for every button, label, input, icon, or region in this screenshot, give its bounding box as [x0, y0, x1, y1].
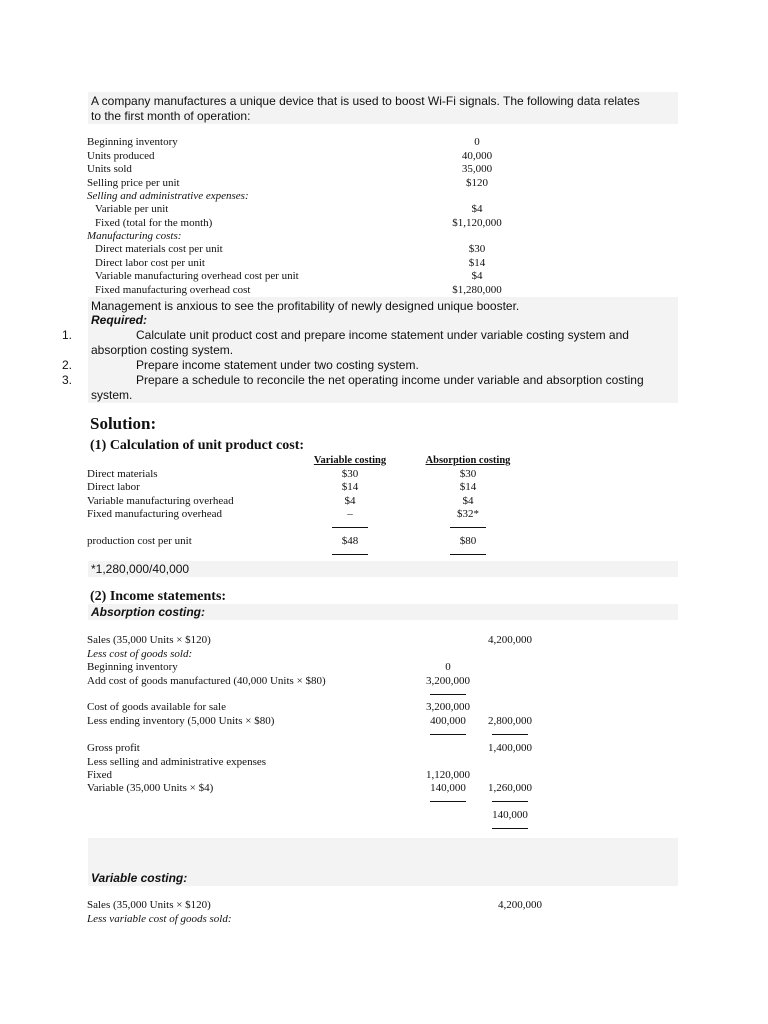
data-label-sga-fixed: Fixed (total for the month) — [95, 217, 213, 229]
abs-net-income: 140,000 — [492, 809, 528, 821]
unit-cost-heading: (1) Calculation of unit product cost: — [90, 438, 305, 453]
data-label-sga-variable: Variable per unit — [95, 203, 169, 215]
abs-cogm-amount: 3,200,000 — [426, 675, 470, 687]
abs-variable-label: Variable (35,000 Units × $4) — [87, 782, 214, 794]
rule-abs-cogs — [492, 734, 528, 735]
col-header-variable: Variable costing — [313, 455, 387, 466]
var-less-vcogs: Less variable cost of goods sold: — [87, 913, 232, 925]
solution-heading: Solution: — [90, 414, 157, 433]
required-num-3: 3. — [62, 373, 73, 387]
data-label-sga-heading: Selling and administrative expenses: — [87, 190, 249, 202]
intro-line-2: to the first month of operation: — [91, 109, 251, 123]
unit-cost-label-vmoh: Variable manufacturing overhead — [87, 495, 234, 507]
required-item-1-line-1: Calculate unit product cost and prepare income statement under variable costing system and — [136, 328, 629, 342]
required-item-2-line-1: Prepare income statement under two costing system. — [136, 358, 419, 372]
rule-var-total — [332, 554, 368, 555]
unit-cost-var-dl: $14 — [341, 481, 359, 493]
management-text: Management is anxious to see the profitability of newly designed unique booster. — [91, 299, 520, 313]
data-value-units-sold: 35,000 — [461, 163, 493, 175]
unit-cost-total-absorption: $80 — [459, 535, 477, 547]
required-item-1-line-2: absorption costing system. — [91, 343, 234, 357]
data-label-units-sold: Units sold — [87, 163, 132, 175]
data-label-mfg-heading: Manufacturing costs: — [87, 230, 182, 242]
rule-abs-total — [450, 554, 486, 555]
abs-available-amount: 3,200,000 — [426, 701, 470, 713]
data-value-fixed-moh: $1,280,000 — [452, 284, 502, 296]
abs-fixed-label: Fixed — [87, 769, 113, 781]
unit-cost-abs-dm: $30 — [459, 468, 477, 480]
required-item-3-line-1: Prepare a schedule to reconcile the net operating income under variable and absorption costing — [136, 373, 644, 387]
required-num-2: 2. — [62, 358, 73, 372]
abs-less-cogs: Less cost of goods sold: — [87, 648, 193, 660]
data-label-units-produced: Units produced — [87, 150, 155, 162]
data-label-fixed-moh: Fixed manufacturing overhead cost — [95, 284, 251, 296]
abs-fixed-amount: 1,120,000 — [426, 769, 470, 781]
unit-cost-label-fmoh: Fixed manufacturing overhead — [87, 508, 223, 520]
abs-variable-amount: 140,000 — [430, 782, 466, 794]
unit-cost-label-dl: Direct labor — [87, 481, 140, 493]
unit-cost-total-variable: $48 — [341, 535, 359, 547]
unit-cost-var-fmoh: – — [347, 508, 353, 520]
unit-cost-abs-dl: $14 — [459, 481, 477, 493]
income-heading: (2) Income statements: — [90, 589, 227, 604]
rule-abs-sga — [492, 801, 528, 802]
data-value-units-produced: 40,000 — [461, 150, 493, 162]
data-value-sga-fixed: $1,120,000 — [452, 217, 502, 229]
abs-less-sga: Less selling and administrative expenses — [87, 756, 267, 768]
abs-available-label: Cost of goods available for sale — [87, 701, 226, 713]
abs-ending-inv-amount: 400,000 — [430, 715, 466, 727]
rule-abs-net — [492, 828, 528, 829]
unit-cost-footnote: *1,280,000/40,000 — [91, 562, 190, 576]
intro-line-1: A company manufactures a unique device that is used to boost Wi-Fi signals. The following data relates — [91, 94, 640, 108]
unit-cost-label-dm: Direct materials — [87, 468, 158, 480]
required-heading: Required: — [91, 313, 148, 327]
data-value-variable-moh: $4 — [471, 270, 483, 282]
unit-cost-abs-vmoh: $4 — [462, 495, 474, 507]
unit-cost-var-dm: $30 — [341, 468, 359, 480]
abs-gross-profit-label: Gross profit — [87, 742, 140, 754]
required-item-3-line-2: system. — [91, 388, 133, 402]
abs-begin-inv-label: Beginning inventory — [87, 661, 178, 673]
rule-var-subtotal — [332, 527, 368, 528]
rule-abs-subtotal — [450, 527, 486, 528]
unit-cost-var-vmoh: $4 — [344, 495, 356, 507]
unit-cost-total-label: production cost per unit — [87, 535, 192, 547]
rule-abs-ending — [430, 734, 466, 735]
data-label-variable-moh: Variable manufacturing overhead cost per unit — [95, 270, 299, 282]
abs-sales-total: 4,200,000 — [488, 634, 532, 646]
abs-begin-inv-amount: 0 — [445, 661, 451, 673]
data-label-beginning-inventory: Beginning inventory — [87, 136, 178, 148]
required-num-1: 1. — [62, 328, 73, 342]
data-label-direct-materials: Direct materials cost per unit — [95, 243, 223, 255]
data-label-selling-price: Selling price per unit — [87, 177, 180, 189]
data-value-sga-variable: $4 — [471, 203, 483, 215]
data-label-direct-labor: Direct labor cost per unit — [95, 257, 205, 269]
col-header-absorption: Absorption costing — [425, 455, 511, 466]
abs-cogs-total: 2,800,000 — [488, 715, 532, 727]
unit-cost-abs-fmoh: $32* — [457, 508, 479, 520]
data-value-beginning-inventory: 0 — [474, 136, 480, 148]
abs-sales-label: Sales (35,000 Units × $120) — [87, 634, 211, 646]
data-value-direct-materials: $30 — [468, 243, 486, 255]
abs-gross-profit-total: 1,400,000 — [488, 742, 532, 754]
abs-sga-total: 1,260,000 — [488, 782, 532, 794]
variable-heading: Variable costing: — [91, 871, 188, 885]
rule-abs-variable — [430, 801, 466, 802]
rule-abs-cogm — [430, 694, 466, 695]
absorption-heading: Absorption costing: — [91, 605, 205, 619]
abs-cogm-label: Add cost of goods manufactured (40,000 Units × $80) — [87, 675, 326, 687]
data-value-direct-labor: $14 — [468, 257, 486, 269]
abs-ending-inv-label: Less ending inventory (5,000 Units × $80) — [87, 715, 275, 727]
var-sales-total: 4,200,000 — [498, 899, 542, 911]
var-sales-label: Sales (35,000 Units × $120) — [87, 899, 211, 911]
data-value-selling-price: $120 — [466, 177, 488, 189]
